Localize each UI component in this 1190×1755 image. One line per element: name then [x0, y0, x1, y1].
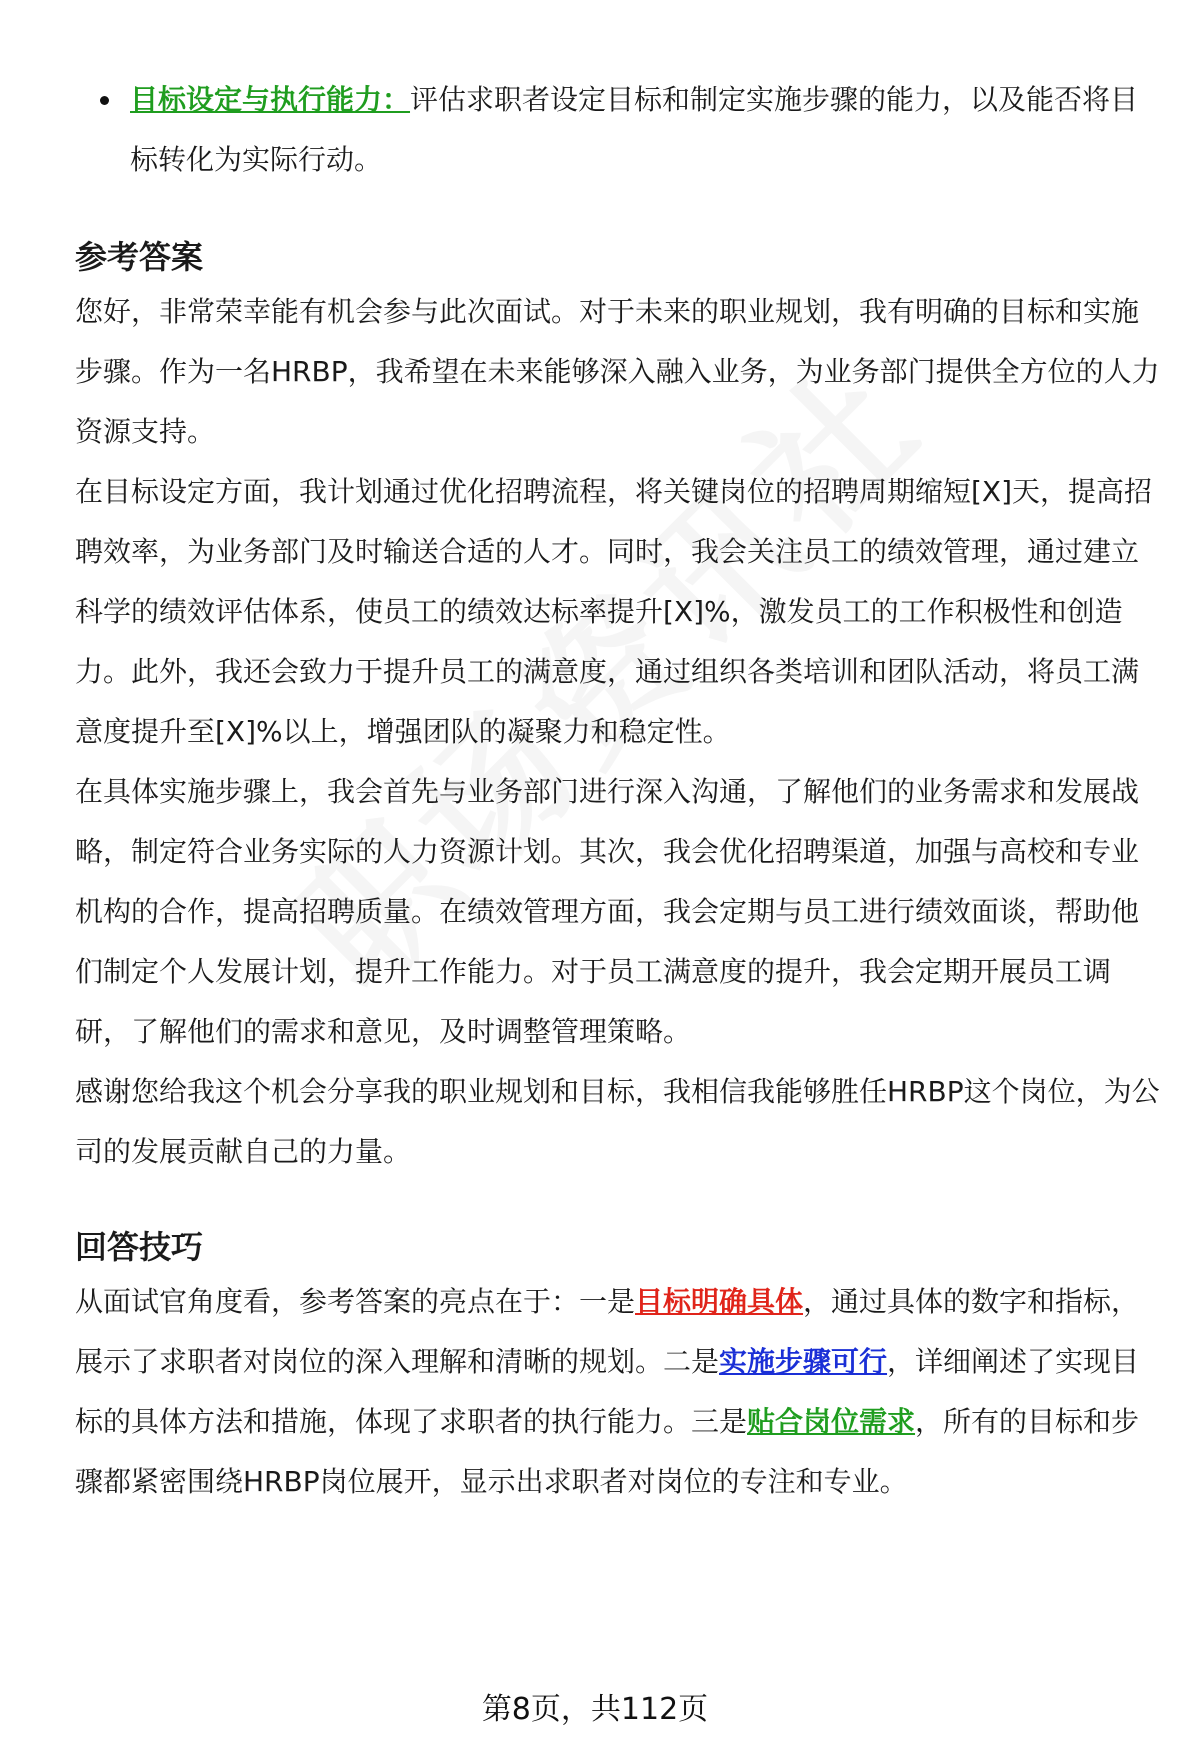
- bullet-term: 目标设定与执行能力：: [130, 83, 411, 116]
- tips-text-2: ，通过具体的数字和指标，展示了求职者对岗位的深入理解和清晰的规划。二是: [75, 1285, 1140, 1378]
- bullet-dot-icon: [100, 96, 109, 105]
- tips-heading: 回答技巧: [75, 1228, 204, 1266]
- content: [75, 70, 1165, 1512]
- reference-paragraph-4: 感谢您给我这个机会分享我的职业规划和目标，我相信我能够胜任HRBP这个岗位，为公司的发展贡献自己的力量。: [75, 1075, 1160, 1168]
- tips-text-4: ，所有的目标和步骤都紧密围绕HRBP岗位展开，显示出求职者对岗位的专注和专业。: [75, 1405, 1140, 1498]
- tips-text-3: ，详细阐述了实现目标的具体方法和措施，体现了求职者的执行能力。三是: [75, 1345, 1140, 1438]
- highlight-fit-role: 贴合岗位需求: [747, 1405, 916, 1438]
- reference-paragraph-1: 您好，非常荣幸能有机会参与此次面试。对于未来的职业规划，我有明确的目标和实施步骤。作为一名HRBP，我希望在未来能够深入融入业务，为业务部门提供全方位的人力资源支持。: [75, 295, 1160, 448]
- bullet-text: 评估求职者设定目标和制定实施步骤的能力，以及能否将目标转化为实际行动。: [130, 83, 1139, 176]
- reference-heading: 参考答案: [75, 238, 204, 276]
- reference-paragraph-2: 在目标设定方面，我计划通过优化招聘流程，将关键岗位的招聘周期缩短[X]天，提高招聘效率，为业务部门及时输送合适的人才。同时，我会关注员工的绩效管理，通过建立科学的绩效评估体系，使员工的绩效达标率提升[X]%，激发员工的工作积极性和创造力。此外，我还会致力于提升员工的满意度，通过组织各类培训和团队活动，将员工满意度提升至[X]%以上，增强团队的凝聚力和稳定性。: [75, 475, 1153, 748]
- reference-paragraph-3: 在具体实施步骤上，我会首先与业务部门进行深入沟通，了解他们的业务需求和发展战略，制定符合业务实际的人力资源计划。其次，我会优化招聘渠道，加强与高校和专业机构的合作，提高招聘质量。在绩效管理方面，我会定期与员工进行绩效面谈，帮助他们制定个人发展计划，提升工作能力。对于员工满意度的提升，我会定期开展员工调研，了解他们的需求和意见，及时调整管理策略。: [75, 775, 1140, 1048]
- page-number: 第8页，共112页: [481, 1692, 709, 1727]
- tips-text-1: 从面试官角度看，参考答案的亮点在于：一是: [75, 1285, 636, 1318]
- list-item: [130, 70, 1165, 190]
- highlight-goal-clear: 目标明确具体: [635, 1285, 804, 1318]
- bullet-list: [75, 70, 1165, 190]
- highlight-steps-feasible: 实施步骤可行: [719, 1345, 888, 1378]
- tips-paragraph: [75, 1272, 1165, 1512]
